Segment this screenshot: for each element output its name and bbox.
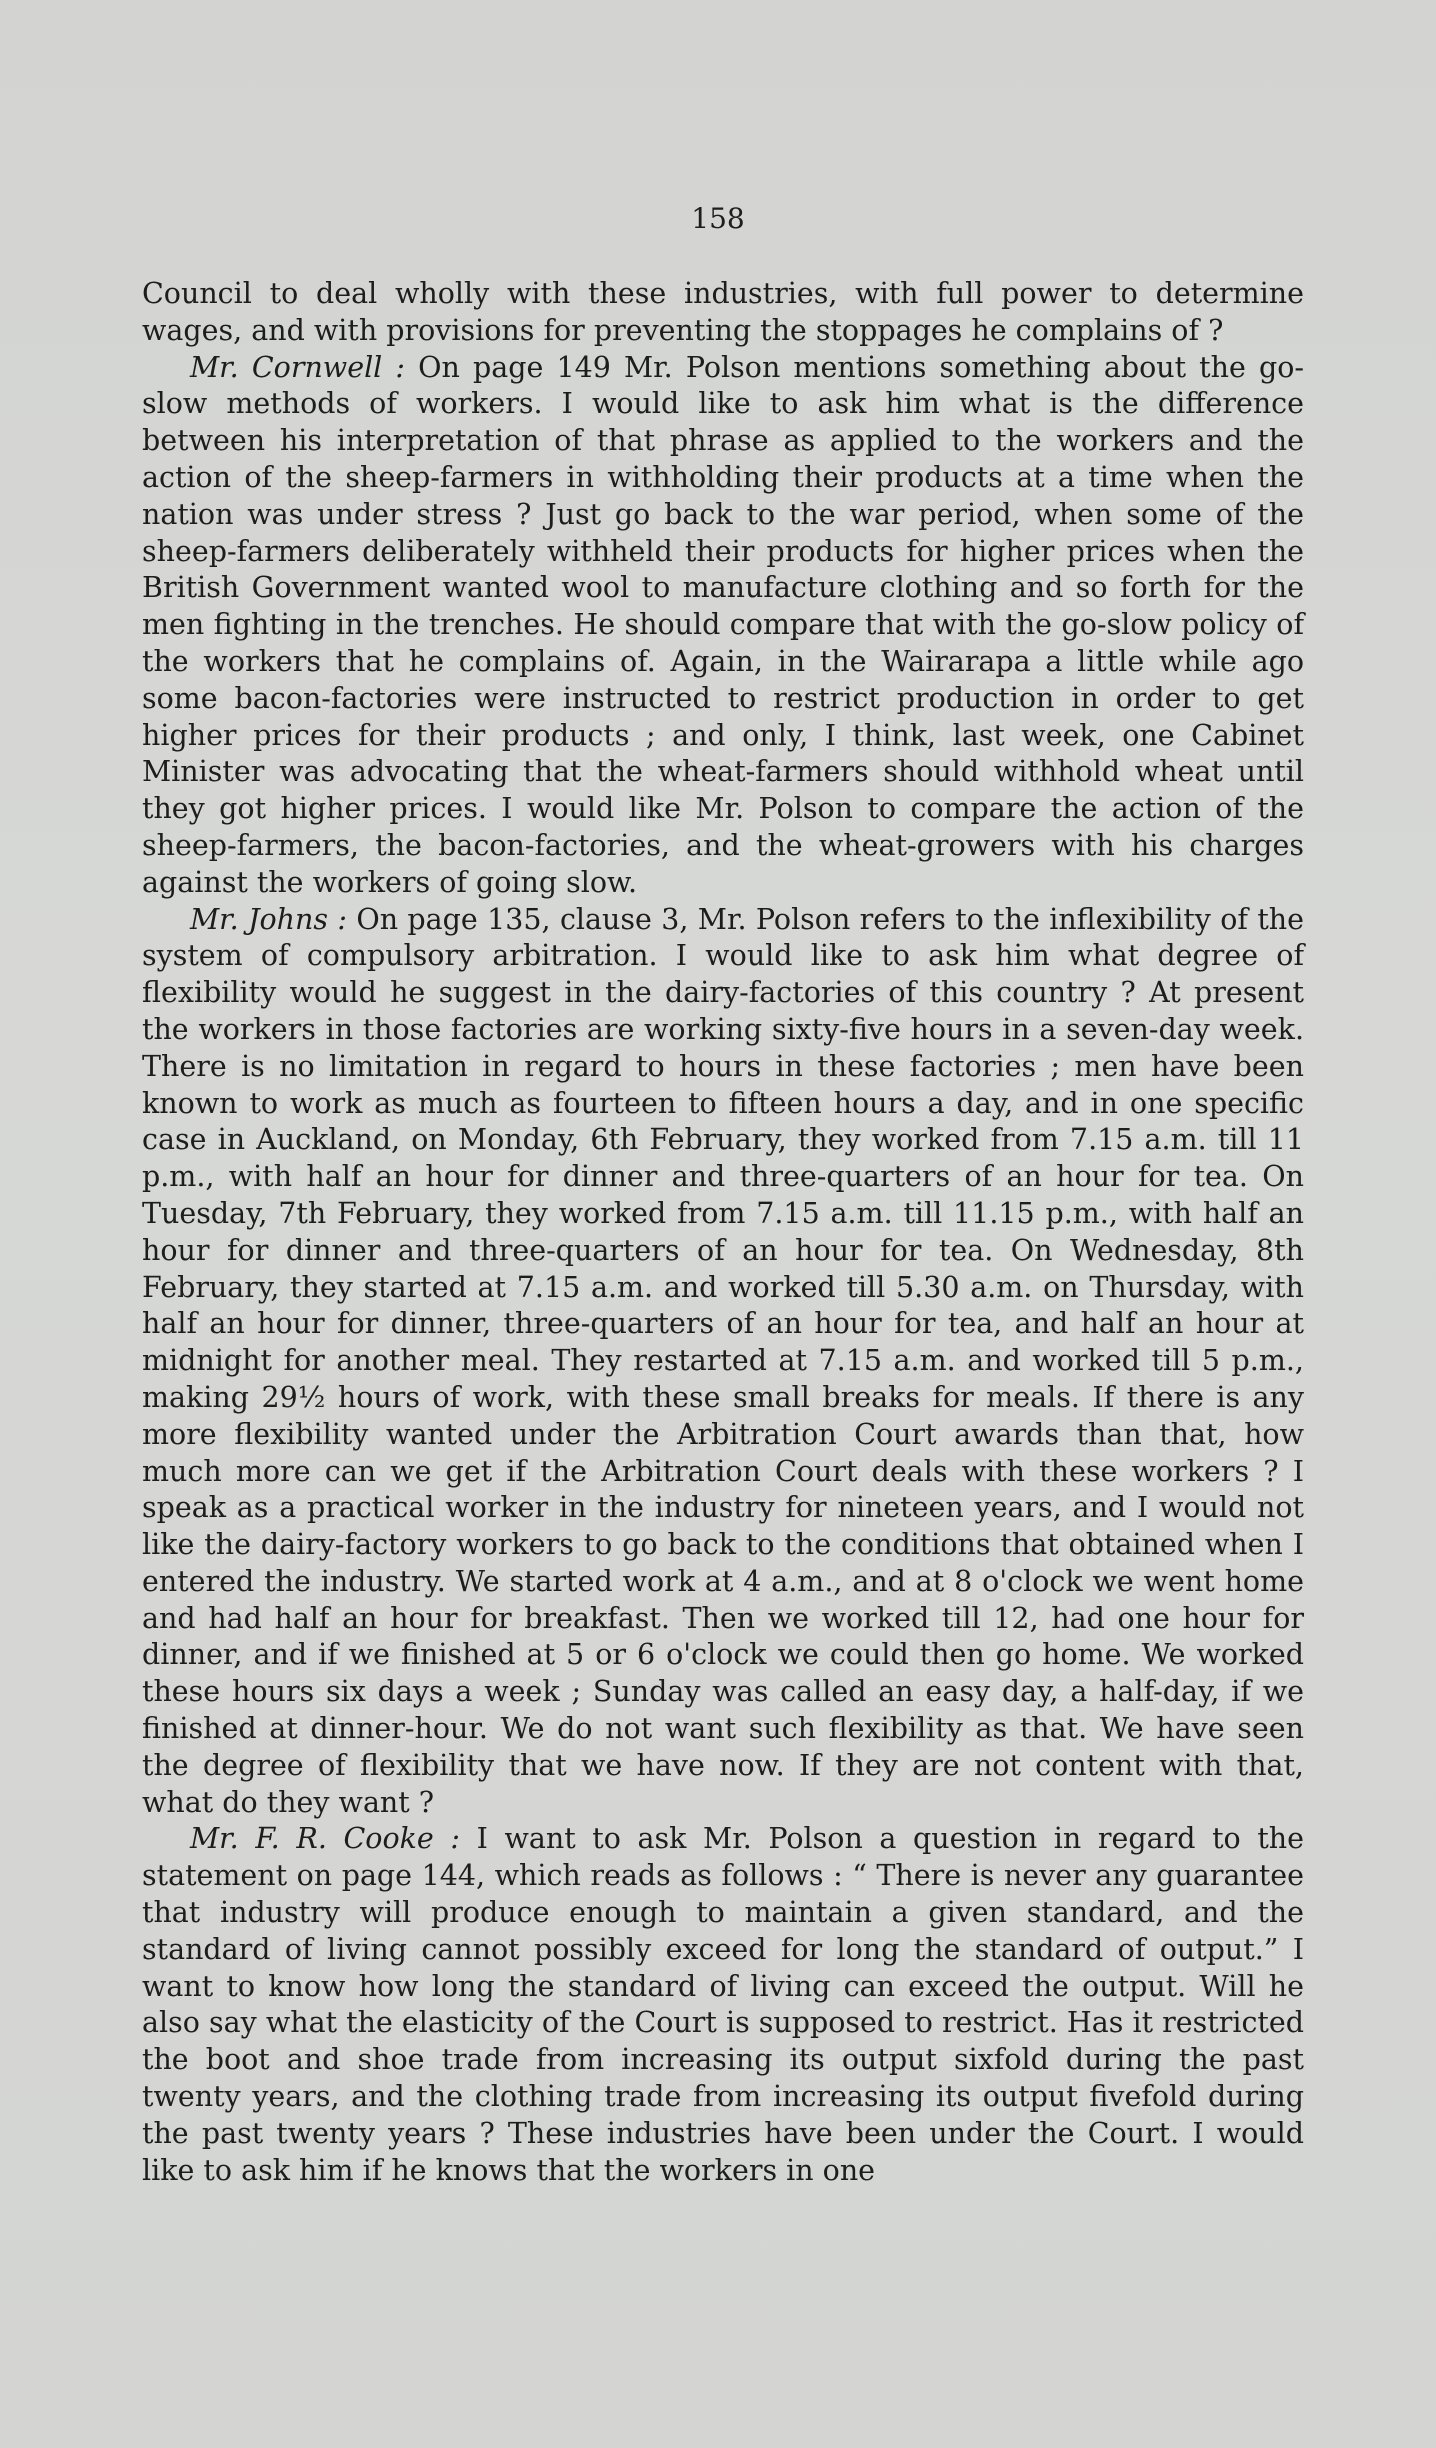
paragraph-johns <box>142 902 1304 1822</box>
speaker-name: Mr. Johns : <box>190 902 347 936</box>
paragraph-cooke <box>142 1821 1304 2189</box>
paragraph-continuation <box>142 276 1304 350</box>
speaker-name: Mr. F. R. Cooke : <box>190 1822 460 1856</box>
speaker-name: Mr. Cornwell : <box>190 350 406 384</box>
body-text <box>142 276 1304 2189</box>
paragraph-text: On page 149 Mr. Polson mentions something about the go-slow methods of workers. I would like to ask him what is the difference between his interpretation of that phrase as applied to the workers and the action of the sheep-farmers in withholding their products at a time when the nation was under stress ? Just go back to the war period, when some of the sheep-farmers deliberately withheld their products for higher prices when the British Government wanted wool to manufacture clothing and so forth for the men fighting in the trenches. He should compare that with the go-slow policy of the workers that he complains of. Again, in the Wairarapa a little while ago some bacon-factories were instructed to restrict production in order to get higher prices for their products ; and only, I think, last week, one Cabinet Minister was advocating that the wheat-farmers should withhold wheat until they got higher prices. I would like Mr. Polson to compare the action of the sheep-farmers, the bacon-factories, and the wheat-growers with his charges against the workers of going slow. <box>142 350 1304 899</box>
paragraph-cornwell <box>142 350 1304 902</box>
paragraph-text: Council to deal wholly with these industries, with full power to determine wages, and with provisions for preventing the stoppages he complains of ? <box>142 277 1304 347</box>
paragraph-text: I want to ask Mr. Polson a question in regard to the statement on page 144, which reads as follows : “ There is never any guarantee that industry will produce enough to maintain a given standard, and the standard of living cannot possibly exceed for long the standard of output.” I want to know how long the standard of living can exceed the output. Will he also say what the elasticity of the Court is supposed to restrict. Has it restricted the boot and shoe trade from increasing its output sixfold during the past twenty years, and the clothing trade from increasing its output fivefold during the past twenty years ? These industries have been under the Court. I would like to ask him if he knows that the workers in one <box>142 1822 1305 2187</box>
paragraph-text: On page 135, clause 3, Mr. Polson refers to the inflexibility of the system of compulsory arbitration. I would like to ask him what degree of flexibility would he suggest in the dairy-factories of this country ? At present the workers in those factories are working sixty-five hours in a seven-day week. There is no limitation in regard to hours in these factories ; men have been known to work as much as fourteen to fifteen hours a day, and in one specific case in Auckland, on Monday, 6th February, they worked from 7.15 a.m. till 11 p.m., with half an hour for dinner and three-quarters of an hour for tea. On Tuesday, 7th February, they worked from 7.15 a.m. till 11.15 p.m., with half an hour for dinner and three-quarters of an hour for tea. On Wednesday, 8th February, they started at 7.15 a.m. and worked till 5.30 a.m. on Thursday, with half an hour for dinner, three-quarters of an hour for tea, and half an hour at midnight for another meal. They restarted at 7.15 a.m. and worked till 5 p.m., making 29½ hours of work, with these small breaks for meals. If there is any more flexibility wanted under the Arbitration Court awards than that, how much more can we get if the Arbitration Court deals with these workers ? I speak as a practical worker in the industry for nineteen years, and I would not like the dairy-factory workers to go back to the conditions that obtained when I entered the industry. We started work at 4 a.m., and at 8 o'clock we went home and had half an hour for breakfast. Then we worked till 12, had one hour for dinner, and if we finished at 5 or 6 o'clock we could then go home. We worked these hours six days a week ; Sunday was called an easy day, a half-day, if we finished at dinner-hour. We do not want such flexibility as that. We have seen the degree of flexibility that we have now. If they are not content with that, what do they want ? <box>142 902 1304 1819</box>
page-number: 158 <box>691 202 745 235</box>
